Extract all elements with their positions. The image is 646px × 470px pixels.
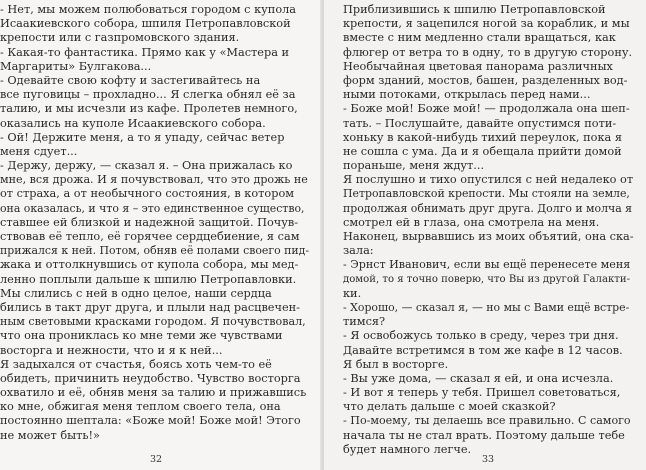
text-line: Мы слились с ней в одно целое, наши сердца bbox=[0, 286, 272, 300]
left-page bbox=[0, 0, 322, 470]
left-page-number: 32 bbox=[149, 454, 163, 465]
text-line: Наконец, вырвавшись из моих объятий, она ска- bbox=[343, 230, 634, 243]
text-line: Необычайная цветовая панорама различных bbox=[343, 59, 613, 73]
text-line: хоньку в какой-нибудь тихий переулок, пока я bbox=[343, 130, 622, 144]
text-line: что она прониклась ко мне теми же чувствами bbox=[0, 329, 283, 343]
text-line: постоянно шептала: «Боже мой! Боже мой! Этого bbox=[0, 414, 301, 428]
text-line: Приблизившись к шпилю Петропавловской bbox=[343, 3, 606, 16]
text-line: талию, и мы исчезли из кафе. Пролетев немного, bbox=[0, 102, 298, 116]
text-line: охватило и её, обняв меня за талию и прижавшись bbox=[0, 386, 307, 400]
text-line: меня сдует... bbox=[0, 144, 78, 158]
text-line: - Держу, держу, — сказал я. – Она прижалась ко bbox=[0, 159, 293, 173]
text-line: Я послушно и тихо опустился с ней недалеко от bbox=[343, 173, 634, 187]
text-line: ставшее ей близкой и надежной защитой. Почув- bbox=[0, 215, 299, 229]
text-line: пораньше, меня ждут... bbox=[343, 159, 485, 173]
text-line: ствовав её тепло, её горячее сердцебиение, я сам bbox=[0, 230, 300, 243]
text-line: - Боже мой! Боже мой! — продолжала она шеп- bbox=[343, 102, 630, 116]
text-line: - Я освобожусь только в среду, через три дня. bbox=[343, 329, 619, 343]
text-line: Давайте встретимся в том же кафе в 12 часов. bbox=[343, 343, 623, 357]
text-line: будет намного легче. bbox=[343, 442, 472, 456]
text-line: зала: bbox=[343, 244, 374, 258]
text-line: оказались на куполе Исаакиевского собора. bbox=[0, 116, 266, 130]
text-line: ленно поплыли дальше к шпилю Петропавловки. bbox=[0, 272, 297, 286]
text-line: Исаакиевского собора, шпиля Петропавловской bbox=[0, 17, 291, 31]
text-line: - Нет, мы можем полюбоваться городом с купола bbox=[0, 3, 297, 16]
text-line: Я был в восторге. bbox=[343, 357, 449, 371]
text-line: ным световыми красками городом. Я почувствовал, bbox=[0, 315, 306, 329]
text-line: не может быть!» bbox=[0, 428, 100, 442]
text-line: ными потоками, открылась перед нами... bbox=[343, 88, 591, 102]
text-line: мне, вся дрожа. И я почувствовал, что это дрожь не bbox=[0, 173, 308, 187]
text-line: восторга и нежности, что и я к ней... bbox=[0, 343, 223, 357]
text-line: бились в такт друг друга, и плыли над расцвечен- bbox=[0, 300, 300, 314]
text-line: Я задыхался от счастья, боясь хоть чем-то её bbox=[0, 357, 272, 371]
text-line: ки. bbox=[343, 286, 362, 300]
text-line: крепости, я зацепился ногой за кораблик, и мы bbox=[343, 17, 630, 31]
text-line: жака и оттолкнувшись от купола собора, мы мед- bbox=[0, 258, 299, 272]
text-line: - Одевайте свою кофту и застегивайтесь на bbox=[0, 73, 261, 87]
text-line: что делать дальше с моей сказкой? bbox=[343, 400, 556, 414]
text-line: Петропавловской крепости. Мы стояли на земле, bbox=[343, 187, 630, 201]
right-page-number: 33 bbox=[481, 454, 495, 465]
text-line: крепости или с газпромовского здания. bbox=[0, 31, 240, 45]
text-line: флюгер от ветра то в одну, то в другую сторону. bbox=[343, 45, 633, 59]
text-line: ко мне, обжигая меня теплом своего тела, она bbox=[0, 400, 281, 414]
text-line: все пуговицы – прохладно... Я слегка обнял её за bbox=[0, 88, 296, 102]
left-page-text bbox=[0, 3, 309, 443]
text-line: начала ты не стал врать. Поэтому дальше тебе bbox=[343, 428, 625, 442]
text-line: тать. – Послушайте, давайте опустимся поти- bbox=[343, 116, 617, 130]
text-line: - И вот я теперь у тебя. Пришел советоваться, bbox=[343, 386, 621, 400]
text-line: смотрел ей в глаза, она смотрела на меня. bbox=[343, 215, 600, 229]
text-line: Маргариты» Булгакова... bbox=[0, 59, 152, 73]
text-line: - Эрнст Иванович, если вы ещё перенесете меня bbox=[343, 258, 631, 272]
text-line: - Какая-то фантастика. Прямо как у «Мастера и bbox=[0, 45, 290, 59]
text-line: домой, то я точно поверю, что Вы из другой Галакти- bbox=[343, 273, 631, 285]
text-line: вместе с ним медленно стали вращаться, как bbox=[343, 31, 616, 45]
text-line: - По-моему, ты делаешь все правильно. С самого bbox=[343, 414, 631, 428]
text-line: - Ой! Держите меня, а то я упаду, сейчас ветер bbox=[0, 130, 285, 144]
text-line: тимся? bbox=[343, 315, 386, 329]
text-line: прижался к ней. Потом, обняв её полами своего пид- bbox=[0, 244, 309, 258]
text-line: она оказалась, и что я – это единственное существо, bbox=[0, 201, 305, 215]
text-line: - Вы уже дома, — сказал я ей, и она исчезла. bbox=[343, 371, 614, 385]
text-line: от страха, а от необычного состояния, в котором bbox=[0, 187, 295, 201]
text-line: форм зданий, мостов, башен, разделенных вод- bbox=[343, 73, 628, 87]
text-line: продолжая обнимать друг друга. Долго и молча я bbox=[343, 201, 633, 215]
right-page-text bbox=[343, 3, 634, 457]
text-line: - Хорошо, — сказал я, — но мы с Вами ещё встре- bbox=[343, 300, 630, 314]
text-line: не сошла с ума. Да и я обещала прийти домой bbox=[343, 144, 622, 158]
right-page bbox=[324, 0, 646, 470]
text-line: обидеть, причинить неудобство. Чувство восторга bbox=[0, 371, 301, 385]
